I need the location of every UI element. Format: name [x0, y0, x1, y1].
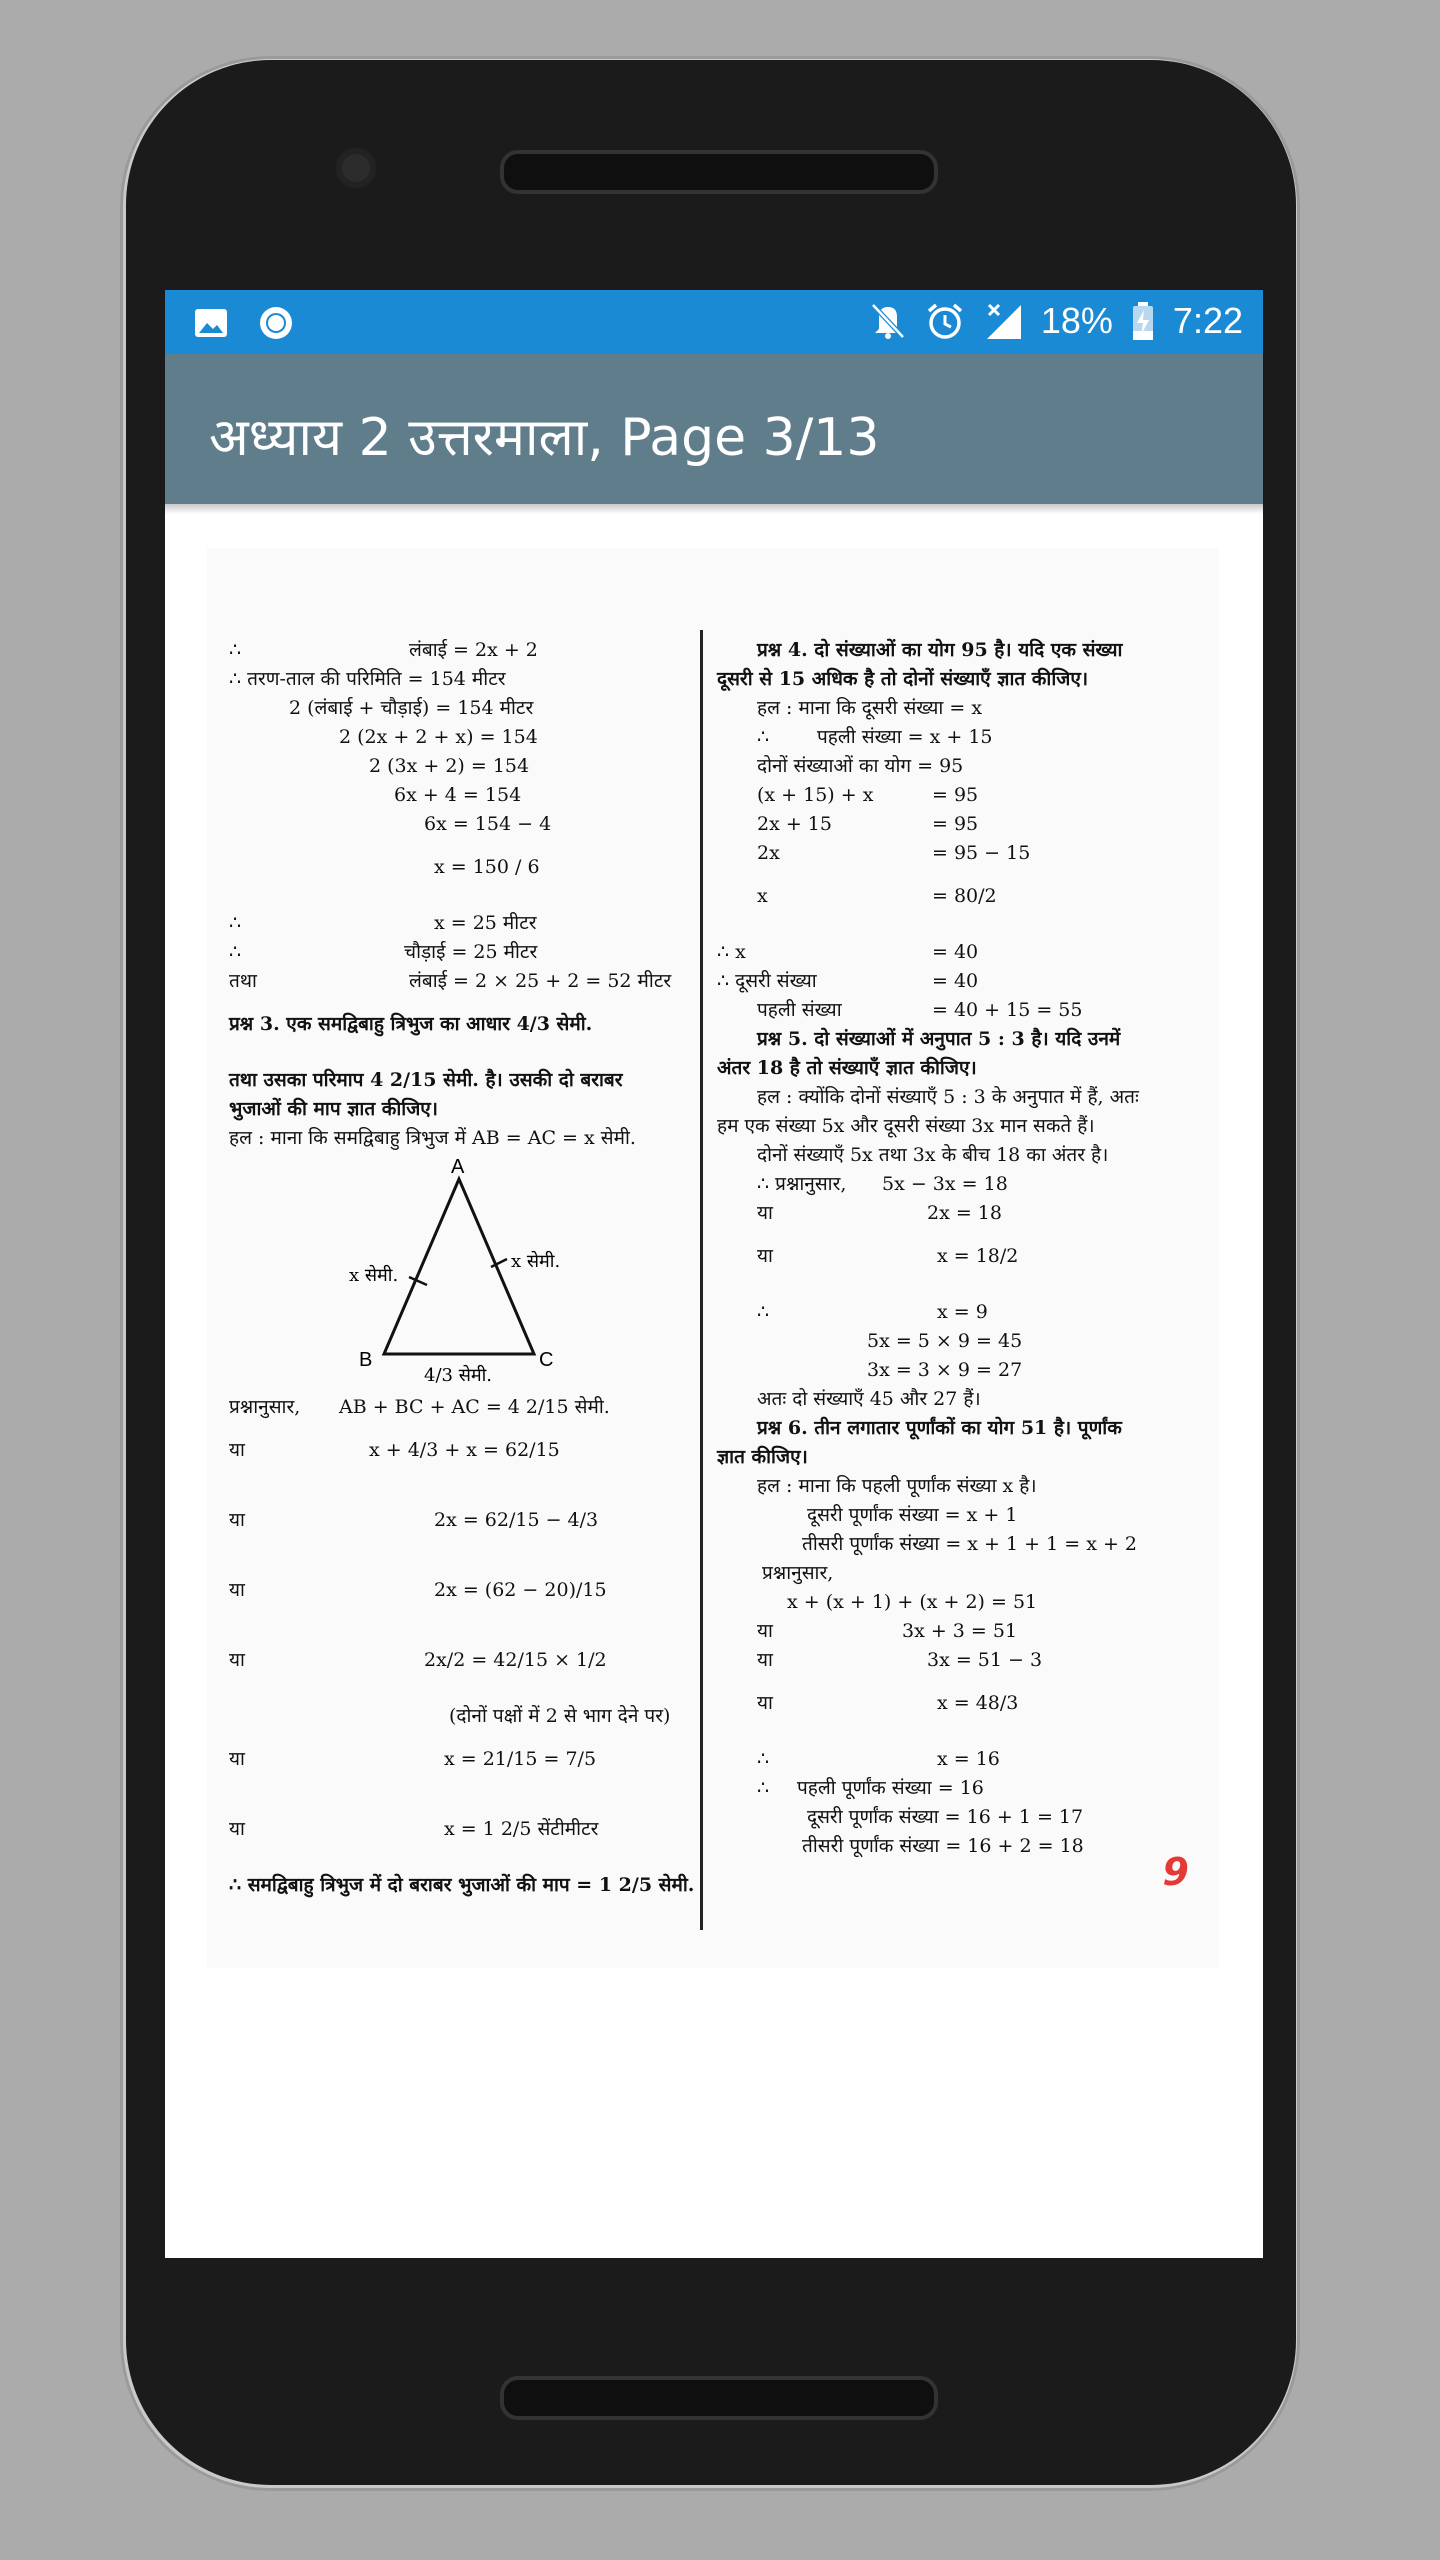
text-line: [229, 841, 689, 911]
left-lines-continued: [229, 1395, 695, 1902]
text-line: [229, 1126, 689, 1155]
signal-icon: [983, 301, 1023, 341]
line-expression: = 95: [932, 784, 979, 806]
line-label: प्रश्न 4. दो संख्याओं का योग 95 है। यदि एक संख्या: [757, 639, 1123, 661]
text-line: [717, 1776, 1207, 1805]
vertex-c: C: [539, 1349, 554, 1371]
line-label: प्रश्नानुसार,: [762, 1562, 834, 1584]
earpiece-speaker: [500, 150, 938, 194]
text-line: [717, 754, 1207, 783]
battery-percent: 18%: [1040, 300, 1113, 341]
text-line: [717, 1503, 1207, 1532]
text-line: [717, 1590, 1207, 1619]
side-ac-label: x सेमी.: [511, 1251, 561, 1272]
right-lines: [717, 638, 1207, 1863]
base-label: 4/3 सेमी.: [424, 1365, 493, 1386]
line-label: प्रश्न 3. एक समद्विबाहु त्रिभुज का आधार 4/3 सेमी.: [229, 1013, 593, 1035]
text-line: [229, 969, 689, 998]
line-expression: 5x − 3x = 18: [882, 1173, 1008, 1195]
line-label: या: [757, 1692, 773, 1714]
app-bar: [165, 354, 1263, 504]
book-page-image[interactable]: [207, 548, 1219, 1968]
line-label: प्रश्न 6. तीन लगातार पूर्णांकों का योग 51 है। पूर्णांक: [757, 1417, 1122, 1439]
text-line: [717, 1532, 1207, 1561]
text-line: [717, 1561, 1207, 1590]
line-label: ∴ तरण-ताल की परिमिति = 154 मीटर: [229, 668, 506, 690]
left-lines: [229, 638, 689, 1155]
line-expression: तीसरी पूर्णांक संख्या = 16 + 2 = 18: [802, 1835, 1084, 1857]
text-line: [717, 1387, 1207, 1416]
text-line: [717, 1619, 1207, 1648]
text-line: [717, 998, 1207, 1027]
text-line: [717, 1677, 1207, 1747]
text-line: [229, 754, 689, 783]
line-label: या: [757, 1620, 773, 1642]
alarm-icon: [925, 301, 965, 341]
column-divider: [700, 630, 703, 1930]
bottom-speaker: [500, 2376, 938, 2420]
text-line: [717, 696, 1207, 725]
line-label: ∴: [757, 1748, 770, 1770]
line-label: ∴ समद्विबाहु त्रिभुज में दो बराबर भुजाओं की माप = 1 2/5 सेमी.: [229, 1874, 695, 1896]
text-line: [717, 1329, 1207, 1358]
battery-icon: [1131, 301, 1155, 341]
line-expression: चौड़ाई = 25 मीटर: [404, 941, 538, 963]
text-line: [229, 1803, 689, 1873]
line-label: अतः दो संख्याएँ 45 और 27 हैं।: [757, 1388, 981, 1410]
line-expression: 6x + 4 = 154: [394, 784, 522, 806]
line-label: या: [229, 1818, 245, 1840]
text-line: [717, 1416, 1207, 1445]
line-expression: 2x = (62 − 20)/15: [434, 1579, 607, 1601]
text-line: [229, 783, 689, 812]
line-expression: पहली पूर्णांक संख्या = 16: [797, 1777, 984, 1799]
line-expression: 3x = 3 × 9 = 27: [867, 1359, 1023, 1381]
text-line: [717, 969, 1207, 998]
line-expression: 2 (3x + 2) = 154: [369, 755, 530, 777]
line-label: या: [229, 1509, 245, 1531]
text-line: [717, 1143, 1207, 1172]
line-label: हल : माना कि पहली पूर्णांक संख्या x है।: [757, 1475, 1037, 1497]
line-expression: x + (x + 1) + (x + 2) = 51: [787, 1591, 1038, 1613]
line-expression: x = 150 / 6: [434, 856, 540, 878]
text-line: [229, 1704, 689, 1733]
text-line: [229, 1873, 695, 1902]
vertex-b: B: [359, 1349, 373, 1371]
line-label: 2x + 15: [757, 813, 832, 835]
text-line: [717, 1085, 1207, 1114]
line-label: (x + 15) + x: [757, 784, 874, 806]
image-icon: [193, 305, 229, 341]
line-expression: x = 48/3: [937, 1692, 1019, 1714]
text-line: [717, 1027, 1207, 1056]
text-line: [717, 638, 1207, 667]
text-line: [717, 841, 1207, 870]
line-label: तथा: [229, 970, 257, 992]
line-label: या: [757, 1202, 773, 1224]
text-line: [229, 1097, 689, 1126]
line-label: ∴ प्रश्नानुसार,: [757, 1173, 847, 1195]
text-line: [717, 1648, 1207, 1677]
line-label: या: [757, 1649, 773, 1671]
line-label: x: [757, 885, 768, 907]
text-line: [717, 1201, 1207, 1230]
line-label: ज्ञात कीजिए।: [717, 1446, 808, 1468]
line-expression: लंबाई = 2x + 2: [409, 639, 538, 661]
line-label: ∴: [757, 726, 770, 748]
line-label: या: [229, 1439, 245, 1461]
line-expression: = 40 + 15 = 55: [932, 999, 1083, 1021]
line-expression: x = 21/15 = 7/5: [444, 1748, 597, 1770]
text-line: [229, 940, 689, 969]
line-expression: 2 (2x + 2 + x) = 154: [339, 726, 538, 748]
line-label: दोनों संख्याएँ 5x तथा 3x के बीच 18 का अंतर है।: [757, 1144, 1109, 1166]
line-label: ∴: [757, 1301, 770, 1323]
line-label: दोनों संख्याओं का योग = 95: [757, 755, 964, 777]
line-expression: दूसरी पूर्णांक संख्या = 16 + 1 = 17: [807, 1806, 1084, 1828]
line-expression: = 95: [932, 813, 979, 835]
text-line: [717, 1474, 1207, 1503]
line-label: प्रश्नानुसार,: [229, 1396, 301, 1418]
text-line: [717, 812, 1207, 841]
device-screen: [165, 290, 1263, 2258]
side-ab-label: x सेमी.: [349, 1265, 399, 1286]
text-line: [717, 1230, 1207, 1300]
line-expression: x + 4/3 + x = 62/15: [369, 1439, 560, 1461]
text-line: [229, 696, 689, 725]
line-label: 2x: [757, 842, 780, 864]
line-expression: x = 9: [937, 1301, 988, 1323]
mute-icon: [869, 301, 907, 341]
text-line: [229, 1634, 689, 1704]
text-line: [717, 725, 1207, 754]
text-line: [717, 1114, 1207, 1143]
line-expression: 2x/2 = 42/15 × 1/2: [424, 1649, 607, 1671]
line-label: या: [757, 1245, 773, 1267]
line-label: हम एक संख्या 5x और दूसरी संख्या 3x मान सकते हैं।: [717, 1115, 1095, 1137]
text-line: [717, 1056, 1207, 1085]
text-line: [717, 783, 1207, 812]
right-column: [717, 638, 1207, 1863]
line-expression: = 80/2: [932, 885, 997, 907]
app-bar-shadow: [165, 504, 1263, 514]
line-expression: = 95 − 15: [932, 842, 1031, 864]
line-expression: x = 1 2/5 सेंटीमीटर: [444, 1818, 599, 1840]
text-line: [717, 1358, 1207, 1387]
text-line: [229, 725, 689, 754]
page-title: अध्याय 2 उत्तरमाला, Page 3/13: [209, 408, 880, 468]
line-expression: पहली संख्या = x + 15: [817, 726, 993, 748]
line-label: हल : माना कि समद्विबाहु त्रिभुज में AB = AC = x सेमी.: [229, 1127, 636, 1149]
line-expression: 2x = 18: [927, 1202, 1002, 1224]
line-label: ∴ x: [717, 941, 746, 963]
line-expression: 6x = 154 − 4: [424, 813, 552, 835]
line-label: अंतर 18 है तो संख्याएँ ज्ञात कीजिए।: [717, 1057, 977, 1079]
line-expression: दूसरी पूर्णांक संख्या = x + 1: [807, 1504, 1018, 1526]
line-label: ∴: [229, 639, 242, 661]
text-line: [717, 1805, 1207, 1834]
line-expression: 5x = 5 × 9 = 45: [867, 1330, 1023, 1352]
line-label: ∴: [757, 1777, 770, 1799]
line-expression: तीसरी पूर्णांक संख्या = x + 1 + 1 = x + 2: [802, 1533, 1137, 1555]
vertex-a: A: [451, 1159, 465, 1178]
text-line: [229, 638, 689, 667]
line-label: भुजाओं की माप ज्ञात कीजिए।: [229, 1098, 439, 1120]
text-line: [717, 1172, 1207, 1201]
text-line: [717, 1445, 1207, 1474]
line-label: तथा उसका परिमाप 4 2/15 सेमी. है। उसकी दो बराबर: [229, 1069, 623, 1091]
line-label: हल : क्योंकि दोनों संख्याएँ 5 : 3 के अनुपात में हैं, अतः: [757, 1086, 1139, 1108]
line-label: ∴ दूसरी संख्या: [717, 970, 817, 992]
text-line: [229, 911, 689, 940]
line-expression: लंबाई = 2 × 25 + 2 = 52 मीटर: [409, 970, 672, 992]
text-line: [717, 1747, 1207, 1776]
front-camera: [336, 148, 376, 188]
text-line: [229, 1068, 689, 1097]
line-expression: (दोनों पक्षों में 2 से भाग देने पर): [449, 1705, 671, 1727]
line-expression: x = 16: [937, 1748, 1000, 1770]
triangle-figure: [229, 1159, 689, 1389]
line-expression: 3x + 3 = 51: [902, 1620, 1018, 1642]
line-expression: x = 25 मीटर: [434, 912, 537, 934]
left-column: [229, 638, 695, 1902]
text-line: [717, 667, 1207, 696]
record-icon: [257, 304, 295, 342]
text-line: [229, 1494, 689, 1564]
line-label: पहली संख्या: [757, 999, 842, 1021]
line-label: या: [229, 1748, 245, 1770]
text-line: [717, 940, 1207, 969]
line-label: ∴: [229, 941, 242, 963]
triangle-diagram: [229, 1159, 689, 1389]
text-line: [229, 667, 689, 696]
line-label: हल : माना कि दूसरी संख्या = x: [757, 697, 983, 719]
text-line: [229, 998, 689, 1068]
line-label: ∴: [229, 912, 242, 934]
line-expression: = 40: [932, 941, 979, 963]
text-line: [229, 1733, 689, 1803]
text-line: [717, 870, 1207, 940]
line-expression: AB + BC + AC = 4 2/15 सेमी.: [339, 1396, 610, 1418]
line-expression: 3x = 51 − 3: [927, 1649, 1043, 1671]
page-number: 9: [1162, 1849, 1189, 1894]
line-expression: 2 (लंबाई + चौड़ाई) = 154 मीटर: [289, 697, 534, 719]
line-expression: = 40: [932, 970, 979, 992]
line-label: या: [229, 1649, 245, 1671]
status-bar: [165, 290, 1263, 354]
line-label: प्रश्न 5. दो संख्याओं में अनुपात 5 : 3 है। यदि उनमें: [757, 1028, 1121, 1050]
text-line: [229, 1424, 689, 1494]
line-expression: x = 18/2: [937, 1245, 1019, 1267]
text-line: [229, 1395, 689, 1424]
line-label: दूसरी से 15 अधिक है तो दोनों संख्याएँ ज्ञात कीजिए।: [717, 668, 1089, 690]
line-expression: 2x = 62/15 − 4/3: [434, 1509, 599, 1531]
text-line: [229, 812, 689, 841]
text-line: [229, 1564, 689, 1634]
text-line: [717, 1300, 1207, 1329]
text-line: [717, 1834, 1207, 1863]
clock: 7:22: [1172, 300, 1243, 341]
line-label: या: [229, 1579, 245, 1601]
